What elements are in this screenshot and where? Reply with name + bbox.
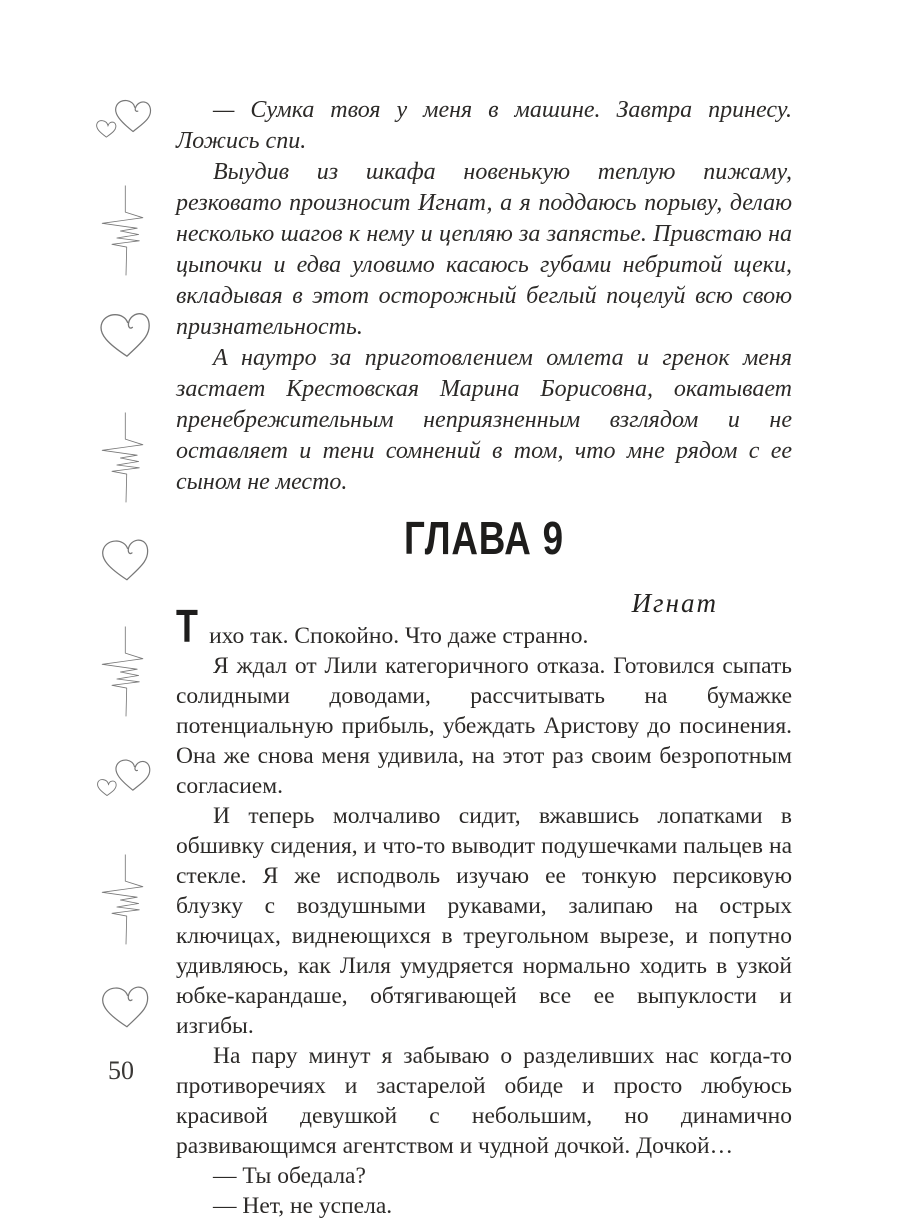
double-heart-icon (93, 92, 159, 146)
heartbeat-icon (98, 838, 154, 962)
heart-icon (93, 301, 158, 370)
body-paragraph: На пару минут я забываю о разделивших нас когда-то противоречиях и застарелой обиде и просто любуюсь красивой девушкой с небольшим, но динамично развивающимся агентством и чудной дочкой. Дочкой… (176, 1043, 792, 1159)
chapter-heading (176, 514, 792, 562)
margin-decorations (82, 0, 170, 1200)
body-paragraph: И теперь молчаливо сидит, вжавшись лопатками в обшивку сидения, и что-то выводит подушечками пальцев на стекле. Я же исподволь изучаю ее тонкую персиковую блузку с воздушными рукавами, залипаю на острых ключицах, виднеющихся в треугольном вырезе, и попутно удивляюсь, как Лиля умудряется нормально ходить в узкой юбке-карандаше, обтягивающей все ее выпуклости и изгибы. (176, 803, 792, 1039)
dialogue-line: — Ты обедала? (213, 1163, 366, 1189)
chapter-heading-text: ГЛАВА 9 (404, 512, 564, 564)
text-column (176, 0, 792, 1221)
pov-byline: Игнат (631, 588, 718, 618)
intro-paragraph: Выудив из шкафа новенькую теплую пижаму, резковато произносит Игнат, а я поддаюсь порыву, делаю несколько шагов к нему и цепляю за запястье. Привстаю на цыпочки и едва уловимо касаюсь губами небритой щеки, вкладывая в этот осторожный беглый поцелуй всю свою признательность. (176, 159, 792, 340)
page-number: 50 (108, 1056, 134, 1085)
intro-dialogue-line: — Сумка твоя у меня в машине. Завтра принесу. Ложись спи. (176, 97, 792, 154)
heartbeat-icon (98, 168, 154, 294)
heartbeat-icon (98, 612, 154, 732)
heartbeat-icon (98, 396, 154, 520)
body-paragraph: Я ждал от Лили категоричного отказа. Готовился сыпать солидными доводами, рассчитывать на бумажке потенциальную прибыль, убеждать Аристову до посинения. Она же снова меня удивила, на этот раз своим безропотным согласием. (176, 653, 792, 799)
intro-section (176, 0, 792, 498)
heart-icon (96, 978, 156, 1037)
heart-icon (96, 529, 157, 592)
intro-paragraph: А наутро за приготовлением омлета и гренок меня застает Крестовская Марина Борисовна, окатывает пренебрежительным неприязненным взглядом и не оставляет и тени сомнений в том, что мне рядом с ее сыном не место. (176, 345, 792, 495)
double-heart-icon (94, 752, 158, 804)
opening-paragraph-text: ихо так. Спокойно. Что даже странно. (209, 623, 589, 649)
dialogue-line: — Нет, не успела. (213, 1193, 393, 1219)
drop-cap: Т (176, 600, 198, 652)
